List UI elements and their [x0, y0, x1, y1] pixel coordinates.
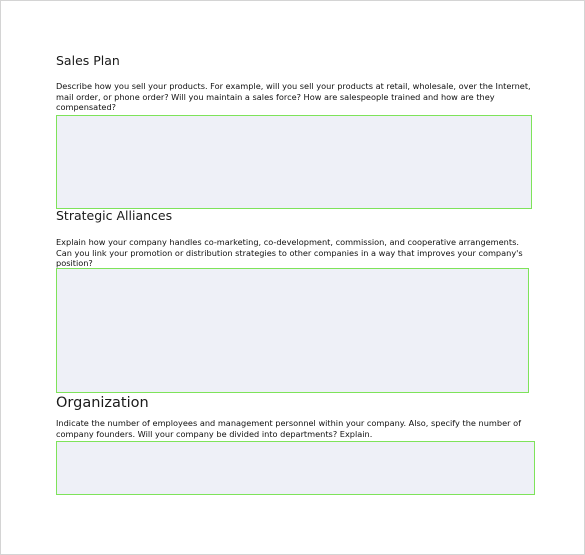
- sales-plan-heading: Sales Plan: [56, 53, 120, 68]
- organization-heading: Organization: [56, 395, 149, 411]
- sales-plan-text-field[interactable]: [56, 115, 532, 209]
- organization-description: Indicate the number of employees and management personnel within your company. Also, specify the number of company founders. Will your company be divided into departments? Explain.: [56, 418, 521, 439]
- strategic-alliances-text-field[interactable]: [56, 268, 529, 393]
- strategic-alliances-heading: Strategic Alliances: [56, 208, 173, 223]
- organization-text-field[interactable]: [56, 441, 535, 495]
- strategic-alliances-description: Explain how your company handles co-marketing, co-development, commission, and cooperative arrangements. Can you link your promotion or distribution strategies to other companies in a way that improves your company's position?: [56, 237, 523, 269]
- sales-plan-description: Describe how you sell your products. For example, will you sell your products at retail, wholesale, over the Internet, mail order, or phone order? Will you maintain a sales force? How are salespeople trained and how are they compensated?: [56, 81, 531, 113]
